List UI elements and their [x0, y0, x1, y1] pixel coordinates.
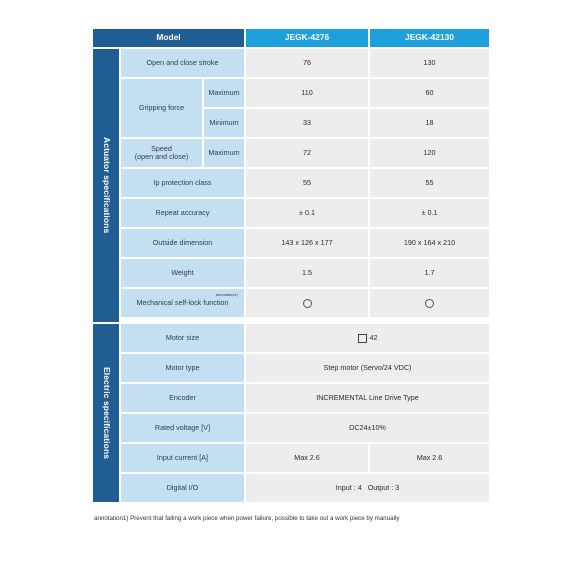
digital-io-value	[246, 474, 489, 502]
motor-size-number: 42	[369, 332, 378, 342]
input-current-label: Input current [A]	[121, 444, 244, 472]
digital-io-output: Output : 3	[367, 482, 400, 492]
weight-value-2: 1.7	[370, 259, 489, 287]
circle-icon	[425, 299, 434, 308]
encoder-label: Encoder	[121, 384, 244, 412]
ip-class-value-2: 55	[370, 169, 489, 197]
product-header-jegk-4276: JEGK-4276	[246, 29, 368, 47]
input-current-value-1: Max 2.6	[246, 444, 368, 472]
speed-value-1: 72	[246, 139, 368, 167]
outside-dimension-value-1: 143 x 126 x 177	[246, 229, 368, 257]
square-icon	[358, 334, 367, 343]
weight-value-1: 1.5	[246, 259, 368, 287]
rated-voltage-value: DC24±10%	[246, 414, 489, 442]
stroke-label: Open and close stroke	[121, 49, 244, 77]
self-lock-value-2	[370, 289, 489, 317]
speed-label-line1: Speed	[151, 143, 172, 153]
speed-label	[121, 139, 202, 167]
motor-type-label: Motor type	[121, 354, 244, 382]
gripping-force-min-value-1: 33	[246, 109, 368, 137]
spec-table	[93, 29, 485, 502]
model-header: Model	[93, 29, 244, 47]
digital-io-label: Digital I/O	[121, 474, 244, 502]
electric-section-label: Electric specifications	[93, 324, 119, 502]
motor-size-value	[246, 324, 489, 352]
self-lock-label-text: Mechanical self-lock function	[136, 297, 229, 307]
gripping-force-label: Gripping force	[121, 79, 202, 137]
speed-value-2: 120	[370, 139, 489, 167]
self-lock-annotation: annotation1)	[215, 292, 238, 297]
encoder-value: INCREMENTAL Line Drive Type	[246, 384, 489, 412]
rated-voltage-label: Rated voltage [V]	[121, 414, 244, 442]
product-header-jegk-42130: JEGK-42130	[370, 29, 489, 47]
repeat-accuracy-label: Repeat accuracy	[121, 199, 244, 227]
outside-dimension-value-2: 190 x 164 x 210	[370, 229, 489, 257]
actuator-section-label: Actuator specifications	[93, 49, 119, 322]
speed-max-label: Maximum	[204, 139, 244, 167]
circle-icon	[303, 299, 312, 308]
section-gap	[121, 319, 489, 322]
motor-type-value: Step motor (Servo/24 VDC)	[246, 354, 489, 382]
gripping-force-max-value-2: 60	[370, 79, 489, 107]
stroke-value-2: 130	[370, 49, 489, 77]
weight-label: Weight	[121, 259, 244, 287]
outside-dimension-label: Outside dimension	[121, 229, 244, 257]
gripping-force-max-value-1: 110	[246, 79, 368, 107]
speed-label-line2: (open and close)	[134, 152, 189, 161]
input-current-value-2: Max 2.6	[370, 444, 489, 472]
self-lock-value-1	[246, 289, 368, 317]
gripping-force-min-value-2: 18	[370, 109, 489, 137]
self-lock-label	[121, 289, 244, 317]
repeat-accuracy-value-1: ± 0.1	[246, 199, 368, 227]
footnote: annotation1) Prevent that falling a work piece when power failure, possible to take out a work piece by manually	[94, 515, 400, 522]
gripping-force-max-label: Maximum	[204, 79, 244, 107]
gripping-force-min-label: Minimum	[204, 109, 244, 137]
digital-io-input: Input : 4	[335, 482, 362, 492]
motor-size-label: Motor size	[121, 324, 244, 352]
ip-class-value-1: 55	[246, 169, 368, 197]
ip-class-label: Ip protection class	[121, 169, 244, 197]
repeat-accuracy-value-2: ± 0.1	[370, 199, 489, 227]
stroke-value-1: 76	[246, 49, 368, 77]
